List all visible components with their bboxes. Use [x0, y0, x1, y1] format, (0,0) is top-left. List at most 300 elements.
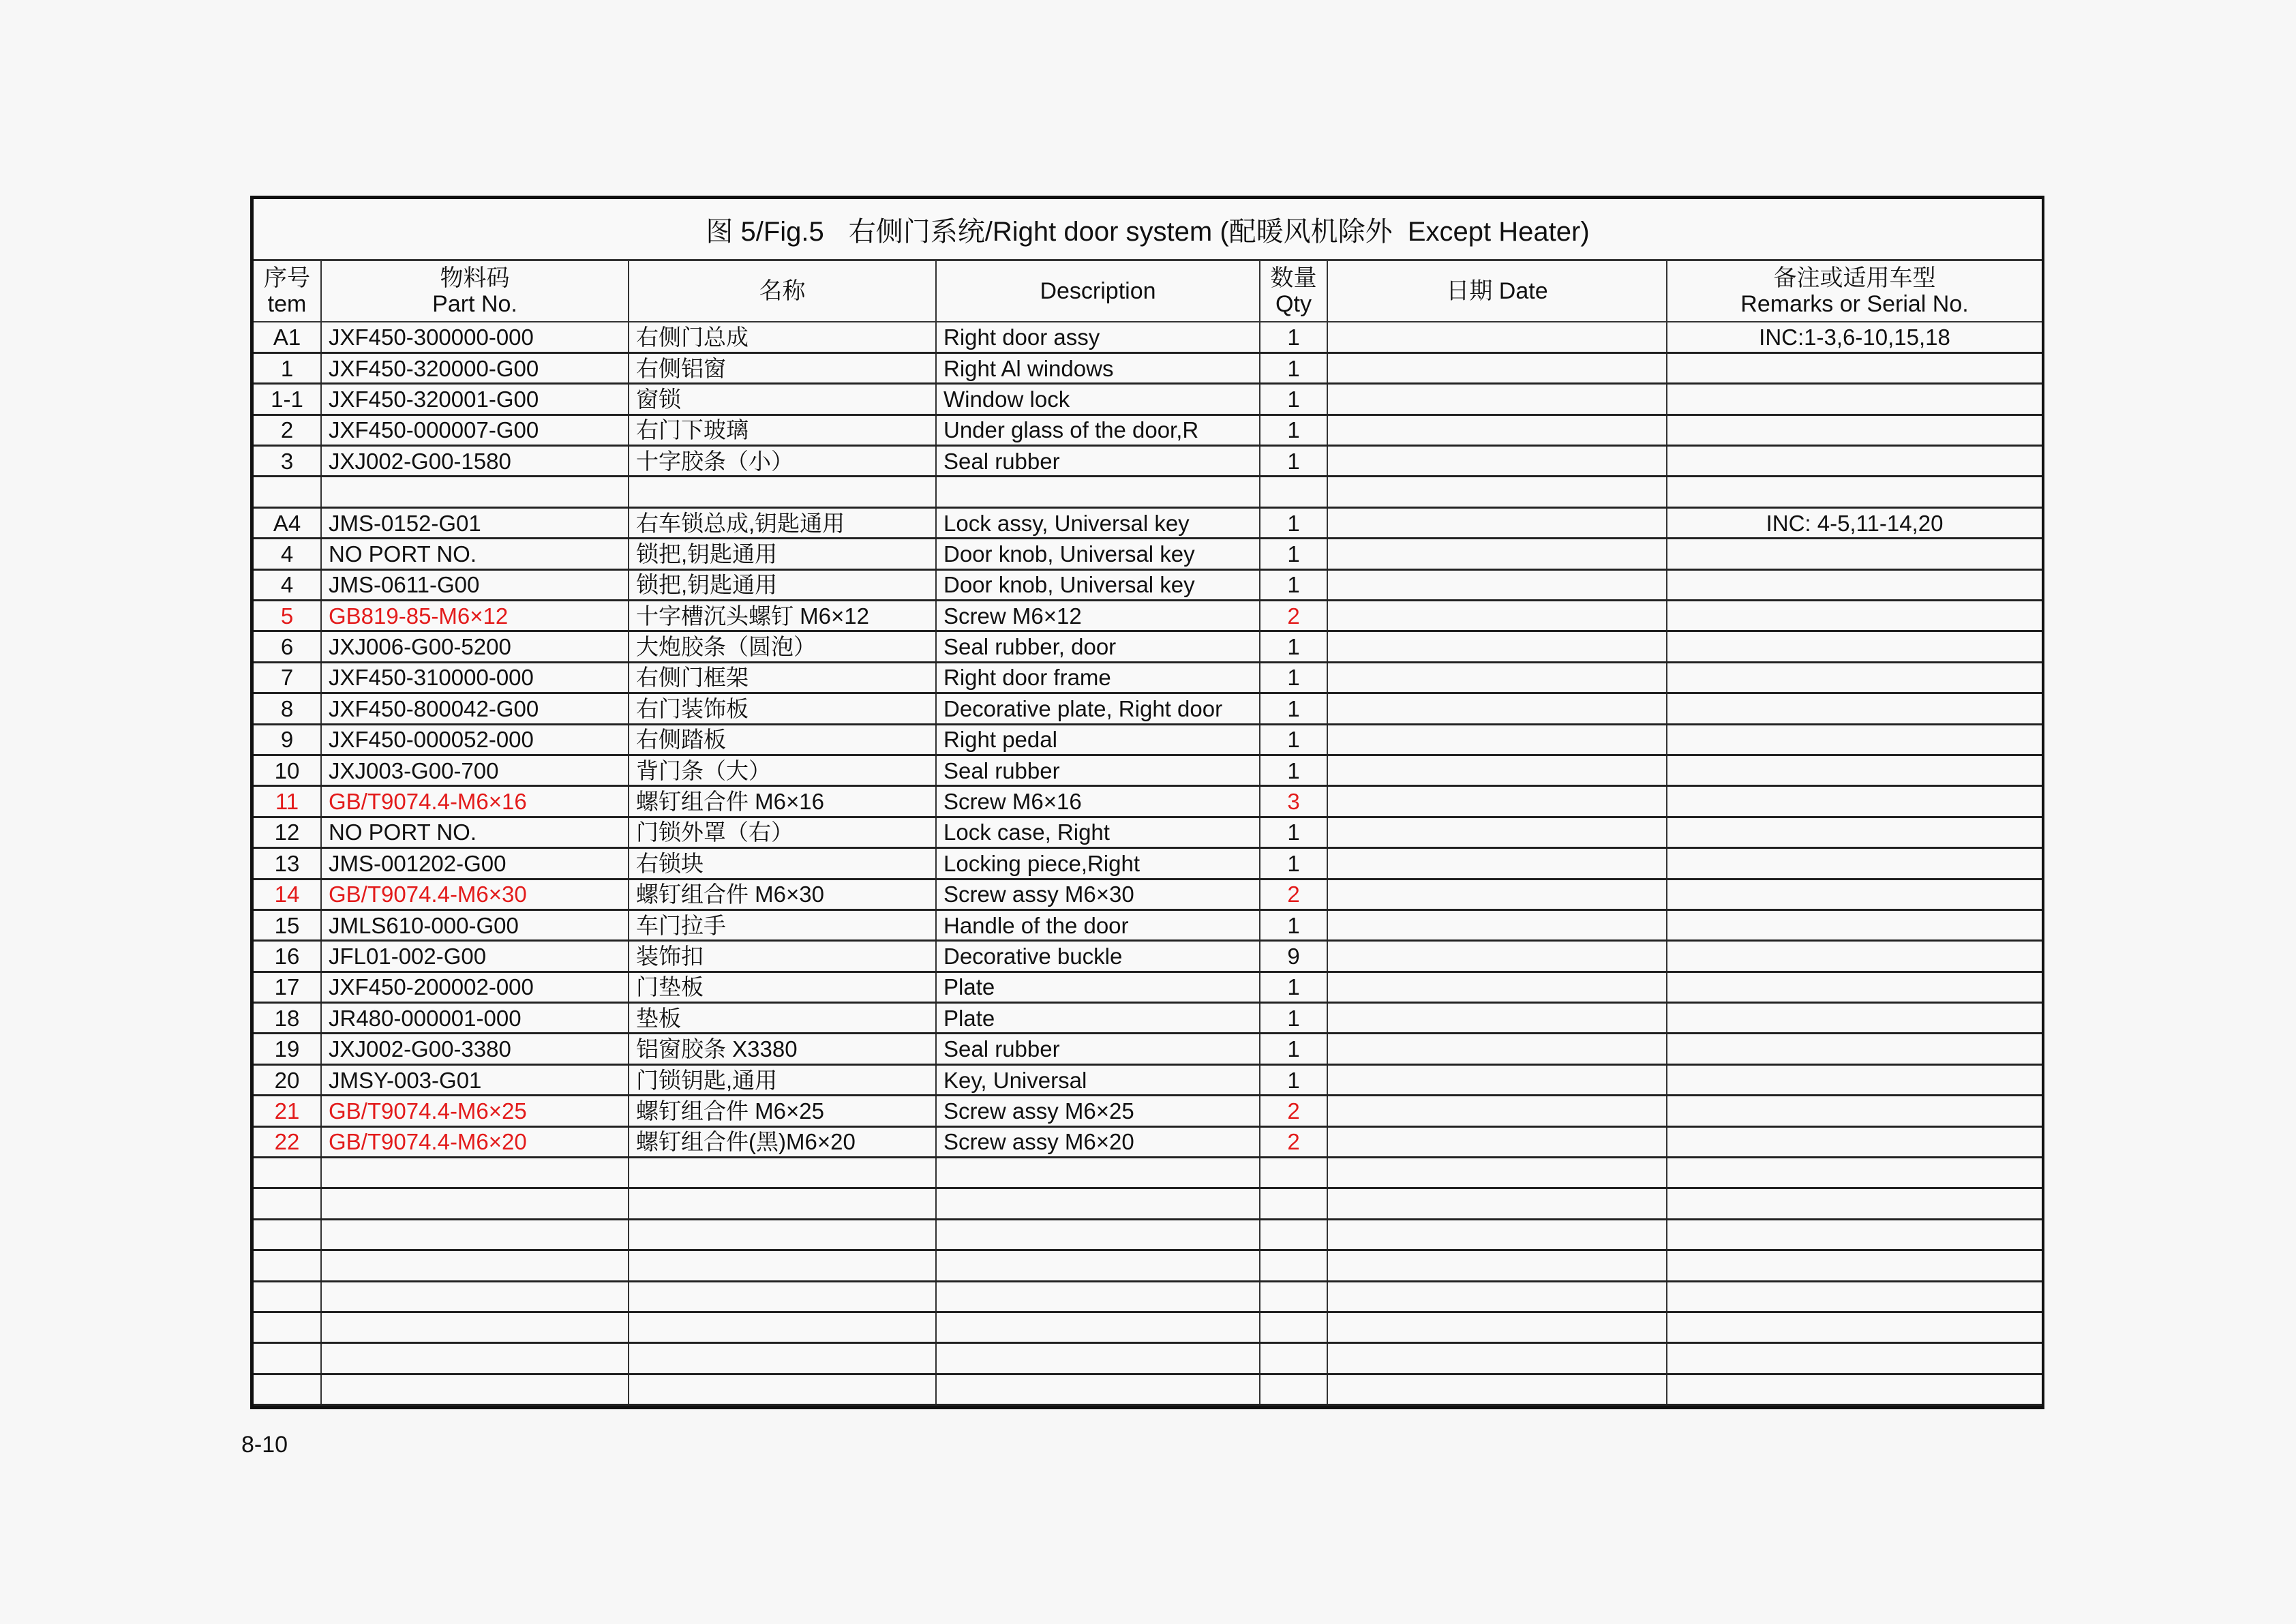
cell-name-cn: 大炮胶条（圆泡）: [629, 631, 936, 662]
cell-item: [254, 1158, 321, 1188]
cell-name-cn: [629, 1312, 936, 1343]
header-remarks-cn: 备注或适用车型: [1773, 265, 1936, 291]
cell-date: [1327, 601, 1667, 631]
table-row: [254, 662, 2042, 693]
table-row: [254, 352, 2042, 383]
cell-date: [1327, 384, 1667, 415]
cell-part-no: [321, 1188, 629, 1219]
cell-description: Key, Universal: [936, 1064, 1260, 1095]
cell-item: [254, 1312, 321, 1343]
cell-part-no: JMS-0152-G01: [321, 507, 629, 538]
cell-date: [1327, 662, 1667, 693]
cell-part-no: [321, 1250, 629, 1281]
cell-qty: 1: [1260, 539, 1327, 569]
cell-description: [936, 1374, 1260, 1404]
cell-description: [936, 1158, 1260, 1188]
cell-remarks: [1667, 1281, 2042, 1312]
cell-remarks: [1667, 1034, 2042, 1064]
table-row: [254, 631, 2042, 662]
cell-qty: 1: [1260, 415, 1327, 445]
header-remarks-en: Remarks or Serial No.: [1740, 291, 1969, 317]
cell-qty: 1: [1260, 384, 1327, 415]
header-date: 日期 Date: [1327, 261, 1667, 322]
cell-item: 16: [254, 941, 321, 972]
cell-name-cn: [629, 1343, 936, 1374]
cell-name-cn: 门垫板: [629, 972, 936, 1002]
cell-remarks: [1667, 1343, 2042, 1374]
figure-title: [254, 199, 2042, 261]
cell-date: [1327, 1034, 1667, 1064]
cell-date: [1327, 322, 1667, 352]
cell-part-no: JXF450-000007-G00: [321, 415, 629, 445]
cell-description: Seal rubber: [936, 1034, 1260, 1064]
cell-part-no: JMS-0611-G00: [321, 569, 629, 600]
cell-remarks: [1667, 1003, 2042, 1034]
cell-name-cn: 右侧门框架: [629, 662, 936, 693]
table-row: [254, 848, 2042, 879]
cell-name-cn: 垫板: [629, 1003, 936, 1034]
cell-remarks: [1667, 786, 2042, 817]
cell-part-no: [321, 1312, 629, 1343]
cell-description: Screw M6×16: [936, 786, 1260, 817]
cell-qty: 1: [1260, 631, 1327, 662]
cell-qty: [1260, 1188, 1327, 1219]
table-row: [254, 1126, 2042, 1157]
cell-name-cn: 螺钉组合件 M6×30: [629, 879, 936, 909]
cell-name-cn: 十字槽沉头螺钉 M6×12: [629, 601, 936, 631]
cell-part-no: JXJ003-G00-700: [321, 755, 629, 785]
cell-qty: 1: [1260, 569, 1327, 600]
cell-part-no: GB819-85-M6×12: [321, 601, 629, 631]
cell-part-no: [321, 1343, 629, 1374]
cell-part-no: [321, 1281, 629, 1312]
cell-part-no: GB/T9074.4-M6×25: [321, 1096, 629, 1126]
cell-part-no: JFL01-002-G00: [321, 941, 629, 972]
cell-remarks: [1667, 446, 2042, 477]
table-row: [254, 879, 2042, 909]
cell-part-no: JXF450-310000-000: [321, 662, 629, 693]
header-item-cn: 序号: [264, 265, 310, 291]
cell-item: 8: [254, 693, 321, 724]
cell-part-no: JXF450-800042-G00: [321, 693, 629, 724]
cell-remarks: [1667, 1250, 2042, 1281]
figure-number: 图 5/Fig.5: [706, 216, 824, 247]
cell-name-cn: [629, 1250, 936, 1281]
cell-date: [1327, 1064, 1667, 1095]
cell-description: Lock case, Right: [936, 817, 1260, 847]
cell-date: [1327, 1126, 1667, 1157]
header-name-cn: 名称: [629, 261, 936, 322]
cell-item: 15: [254, 909, 321, 940]
cell-name-cn: 车门拉手: [629, 909, 936, 940]
cell-qty: 3: [1260, 786, 1327, 817]
header-part-no: [321, 261, 629, 322]
cell-item: 11: [254, 786, 321, 817]
cell-remarks: [1667, 1096, 2042, 1126]
cell-remarks: [1667, 1126, 2042, 1157]
cell-name-cn: [629, 1219, 936, 1250]
table-row: [254, 1003, 2042, 1034]
cell-remarks: [1667, 1374, 2042, 1404]
cell-qty: 1: [1260, 352, 1327, 383]
cell-date: [1327, 1281, 1667, 1312]
table-row: [254, 724, 2042, 755]
cell-part-no: NO PORT NO.: [321, 817, 629, 847]
cell-description: Screw M6×12: [936, 601, 1260, 631]
cell-date: [1327, 693, 1667, 724]
cell-qty: 2: [1260, 1096, 1327, 1126]
cell-qty: 1: [1260, 1034, 1327, 1064]
cell-remarks: [1667, 848, 2042, 879]
cell-qty: [1260, 1374, 1327, 1404]
cell-date: [1327, 909, 1667, 940]
cell-item: [254, 1219, 321, 1250]
cell-date: [1327, 1096, 1667, 1126]
cell-remarks: [1667, 755, 2042, 785]
cell-description: Screw assy M6×25: [936, 1096, 1260, 1126]
cell-remarks: [1667, 601, 2042, 631]
cell-remarks: [1667, 662, 2042, 693]
cell-name-cn: 螺钉组合件(黑)M6×20: [629, 1126, 936, 1157]
cell-remarks: [1667, 941, 2042, 972]
cell-description: Lock assy, Universal key: [936, 507, 1260, 538]
cell-part-no: JMSY-003-G01: [321, 1064, 629, 1095]
cell-date: [1327, 1158, 1667, 1188]
cell-description: Seal rubber: [936, 446, 1260, 477]
cell-qty: 2: [1260, 879, 1327, 909]
cell-name-cn: 右车锁总成,钥匙通用: [629, 507, 936, 538]
header-qty-en: Qty: [1275, 291, 1312, 317]
cell-item: 14: [254, 879, 321, 909]
table-row: [254, 1096, 2042, 1126]
cell-item: 12: [254, 817, 321, 847]
empty-row: [254, 1374, 2042, 1404]
cell-description: [936, 1312, 1260, 1343]
page-number: 8-10: [241, 1432, 288, 1458]
cell-remarks: [1667, 1312, 2042, 1343]
cell-name-cn: 右侧铝窗: [629, 352, 936, 383]
cell-date: [1327, 631, 1667, 662]
cell-item: 2: [254, 415, 321, 445]
cell-date: [1327, 477, 1667, 507]
cell-description: Plate: [936, 1003, 1260, 1034]
cell-date: [1327, 1250, 1667, 1281]
cell-remarks: [1667, 539, 2042, 569]
empty-row: [254, 1250, 2042, 1281]
cell-remarks: [1667, 1219, 2042, 1250]
cell-name-cn: 右门下玻璃: [629, 415, 936, 445]
table-row: [254, 1064, 2042, 1095]
cell-description: Screw assy M6×20: [936, 1126, 1260, 1157]
cell-item: A1: [254, 322, 321, 352]
table-row: [254, 941, 2042, 972]
table-row: [254, 569, 2042, 600]
cell-name-cn: 右门装饰板: [629, 693, 936, 724]
table-row: [254, 446, 2042, 477]
cell-part-no: GB/T9074.4-M6×20: [321, 1126, 629, 1157]
table-row: [254, 322, 2042, 352]
cell-description: Right door frame: [936, 662, 1260, 693]
cell-item: [254, 1188, 321, 1219]
cell-remarks: [1667, 631, 2042, 662]
cell-description: Door knob, Universal key: [936, 539, 1260, 569]
cell-qty: 1: [1260, 972, 1327, 1002]
cell-date: [1327, 507, 1667, 538]
cell-item: 4: [254, 569, 321, 600]
cell-item: 20: [254, 1064, 321, 1095]
cell-remarks: [1667, 909, 2042, 940]
cell-remarks: [1667, 693, 2042, 724]
cell-qty: [1260, 1158, 1327, 1188]
cell-description: Right pedal: [936, 724, 1260, 755]
cell-date: [1327, 446, 1667, 477]
cell-date: [1327, 1188, 1667, 1219]
cell-remarks: [1667, 1158, 2042, 1188]
cell-item: 17: [254, 972, 321, 1002]
cell-part-no: JXJ002-G00-3380: [321, 1034, 629, 1064]
cell-description: [936, 1219, 1260, 1250]
cell-item: 19: [254, 1034, 321, 1064]
cell-part-no: [321, 1158, 629, 1188]
cell-item: [254, 1281, 321, 1312]
cell-qty: 1: [1260, 446, 1327, 477]
cell-qty: 1: [1260, 755, 1327, 785]
cell-description: [936, 1250, 1260, 1281]
cell-name-cn: 右侧门总成: [629, 322, 936, 352]
cell-remarks: [1667, 817, 2042, 847]
header-description: Description: [936, 261, 1260, 322]
cell-item: 13: [254, 848, 321, 879]
cell-name-cn: 锁把,钥匙通用: [629, 539, 936, 569]
header-qty-cn: 数量: [1270, 265, 1317, 291]
cell-description: [936, 477, 1260, 507]
cell-item: 7: [254, 662, 321, 693]
cell-remarks: [1667, 477, 2042, 507]
cell-date: [1327, 1219, 1667, 1250]
cell-item: 1-1: [254, 384, 321, 415]
cell-name-cn: 螺钉组合件 M6×16: [629, 786, 936, 817]
cell-description: Screw assy M6×30: [936, 879, 1260, 909]
cell-qty: [1260, 1312, 1327, 1343]
cell-date: [1327, 1312, 1667, 1343]
cell-description: Seal rubber: [936, 755, 1260, 785]
table-row: [254, 755, 2042, 785]
cell-remarks: [1667, 569, 2042, 600]
header-part-no-cn: 物料码: [440, 265, 510, 291]
header-remarks: [1667, 261, 2042, 322]
empty-row: [254, 1158, 2042, 1188]
cell-remarks: [1667, 1188, 2042, 1219]
cell-qty: 2: [1260, 601, 1327, 631]
cell-date: [1327, 415, 1667, 445]
cell-date: [1327, 539, 1667, 569]
cell-date: [1327, 755, 1667, 785]
cell-part-no: JXF450-320001-G00: [321, 384, 629, 415]
cell-date: [1327, 1374, 1667, 1404]
cell-date: [1327, 724, 1667, 755]
cell-qty: 1: [1260, 1064, 1327, 1095]
cell-description: Handle of the door: [936, 909, 1260, 940]
table-row: [254, 972, 2042, 1002]
empty-row: [254, 1188, 2042, 1219]
cell-date: [1327, 569, 1667, 600]
cell-date: [1327, 786, 1667, 817]
cell-item: 4: [254, 539, 321, 569]
cell-name-cn: 右锁块: [629, 848, 936, 879]
empty-row: [254, 1281, 2042, 1312]
table-row: [254, 786, 2042, 817]
cell-part-no: GB/T9074.4-M6×30: [321, 879, 629, 909]
cell-name-cn: [629, 1374, 936, 1404]
cell-part-no: JXF450-300000-000: [321, 322, 629, 352]
cell-name-cn: 铝窗胶条 X3380: [629, 1034, 936, 1064]
header-row: [254, 261, 2042, 322]
cell-name-cn: [629, 477, 936, 507]
cell-remarks: [1667, 352, 2042, 383]
table-row: [254, 1034, 2042, 1064]
cell-qty: 1: [1260, 693, 1327, 724]
cell-part-no: JR480-000001-000: [321, 1003, 629, 1034]
empty-row: [254, 1219, 2042, 1250]
cell-remarks: [1667, 724, 2042, 755]
table-row: [254, 909, 2042, 940]
cell-name-cn: 门锁外罩（右）: [629, 817, 936, 847]
cell-qty: 9: [1260, 941, 1327, 972]
cell-item: 6: [254, 631, 321, 662]
cell-qty: 1: [1260, 662, 1327, 693]
cell-remarks: INC:1-3,6-10,15,18: [1667, 322, 2042, 352]
table-row: [254, 817, 2042, 847]
cell-item: [254, 477, 321, 507]
cell-item: 9: [254, 724, 321, 755]
cell-description: Window lock: [936, 384, 1260, 415]
cell-remarks: INC: 4-5,11-14,20: [1667, 507, 2042, 538]
cell-description: Plate: [936, 972, 1260, 1002]
cell-description: [936, 1188, 1260, 1219]
parts-list-sheet: [250, 196, 2044, 1409]
cell-item: A4: [254, 507, 321, 538]
cell-item: [254, 1343, 321, 1374]
cell-qty: 1: [1260, 507, 1327, 538]
cell-part-no: JXJ006-G00-5200: [321, 631, 629, 662]
cell-part-no: JMLS610-000-G00: [321, 909, 629, 940]
cell-part-no: NO PORT NO.: [321, 539, 629, 569]
cell-item: 21: [254, 1096, 321, 1126]
header-qty: [1260, 261, 1327, 322]
cell-part-no: [321, 477, 629, 507]
cell-item: 18: [254, 1003, 321, 1034]
cell-part-no: GB/T9074.4-M6×16: [321, 786, 629, 817]
cell-qty: [1260, 1250, 1327, 1281]
cell-name-cn: 锁把,钥匙通用: [629, 569, 936, 600]
cell-item: [254, 1374, 321, 1404]
cell-part-no: JXF450-200002-000: [321, 972, 629, 1002]
cell-part-no: JMS-001202-G00: [321, 848, 629, 879]
cell-item: 10: [254, 755, 321, 785]
cell-remarks: [1667, 1064, 2042, 1095]
cell-name-cn: 门锁钥匙,通用: [629, 1064, 936, 1095]
cell-part-no: JXF450-320000-G00: [321, 352, 629, 383]
table-row: [254, 693, 2042, 724]
cell-name-cn: 窗锁: [629, 384, 936, 415]
header-item-en: tem: [267, 291, 307, 317]
cell-qty: 1: [1260, 1003, 1327, 1034]
cell-description: [936, 1281, 1260, 1312]
empty-row: [254, 1343, 2042, 1374]
cell-part-no: [321, 1219, 629, 1250]
table-row: [254, 601, 2042, 631]
cell-qty: [1260, 477, 1327, 507]
cell-part-no: JXF450-000052-000: [321, 724, 629, 755]
cell-qty: 1: [1260, 322, 1327, 352]
cell-name-cn: [629, 1158, 936, 1188]
header-part-no-en: Part No.: [432, 291, 517, 317]
header-item: [254, 261, 321, 322]
cell-name-cn: [629, 1188, 936, 1219]
table-row: [254, 384, 2042, 415]
cell-date: [1327, 848, 1667, 879]
cell-description: Right door assy: [936, 322, 1260, 352]
cell-remarks: [1667, 972, 2042, 1002]
cell-description: Seal rubber, door: [936, 631, 1260, 662]
cell-description: Locking piece,Right: [936, 848, 1260, 879]
cell-name-cn: 右侧踏板: [629, 724, 936, 755]
cell-date: [1327, 1343, 1667, 1374]
cell-qty: 1: [1260, 909, 1327, 940]
table-row: [254, 477, 2042, 507]
cell-item: 1: [254, 352, 321, 383]
cell-date: [1327, 972, 1667, 1002]
cell-item: 5: [254, 601, 321, 631]
cell-description: Decorative buckle: [936, 941, 1260, 972]
table-row: [254, 415, 2042, 445]
cell-date: [1327, 879, 1667, 909]
cell-qty: 1: [1260, 724, 1327, 755]
cell-item: 3: [254, 446, 321, 477]
cell-qty: 2: [1260, 1126, 1327, 1157]
cell-name-cn: 背门条（大）: [629, 755, 936, 785]
cell-description: Decorative plate, Right door: [936, 693, 1260, 724]
cell-qty: [1260, 1281, 1327, 1312]
cell-date: [1327, 1003, 1667, 1034]
figure-caption: 右侧门系统/Right door system (配暖风机除外 Except Heater): [848, 216, 1590, 247]
cell-part-no: [321, 1374, 629, 1404]
cell-qty: 1: [1260, 817, 1327, 847]
cell-qty: [1260, 1343, 1327, 1374]
cell-date: [1327, 352, 1667, 383]
cell-qty: [1260, 1219, 1327, 1250]
cell-name-cn: 装饰扣: [629, 941, 936, 972]
cell-remarks: [1667, 384, 2042, 415]
cell-part-no: JXJ002-G00-1580: [321, 446, 629, 477]
cell-description: [936, 1343, 1260, 1374]
cell-name-cn: 螺钉组合件 M6×25: [629, 1096, 936, 1126]
cell-description: Under glass of the door,R: [936, 415, 1260, 445]
table-row: [254, 539, 2042, 569]
cell-name-cn: 十字胶条（小）: [629, 446, 936, 477]
cell-description: Right Al windows: [936, 352, 1260, 383]
cell-remarks: [1667, 415, 2042, 445]
cell-item: 22: [254, 1126, 321, 1157]
parts-table: [254, 261, 2042, 1406]
cell-qty: 1: [1260, 848, 1327, 879]
cell-date: [1327, 817, 1667, 847]
cell-item: [254, 1250, 321, 1281]
cell-description: Door knob, Universal key: [936, 569, 1260, 600]
table-row: [254, 507, 2042, 538]
cell-remarks: [1667, 879, 2042, 909]
cell-date: [1327, 941, 1667, 972]
